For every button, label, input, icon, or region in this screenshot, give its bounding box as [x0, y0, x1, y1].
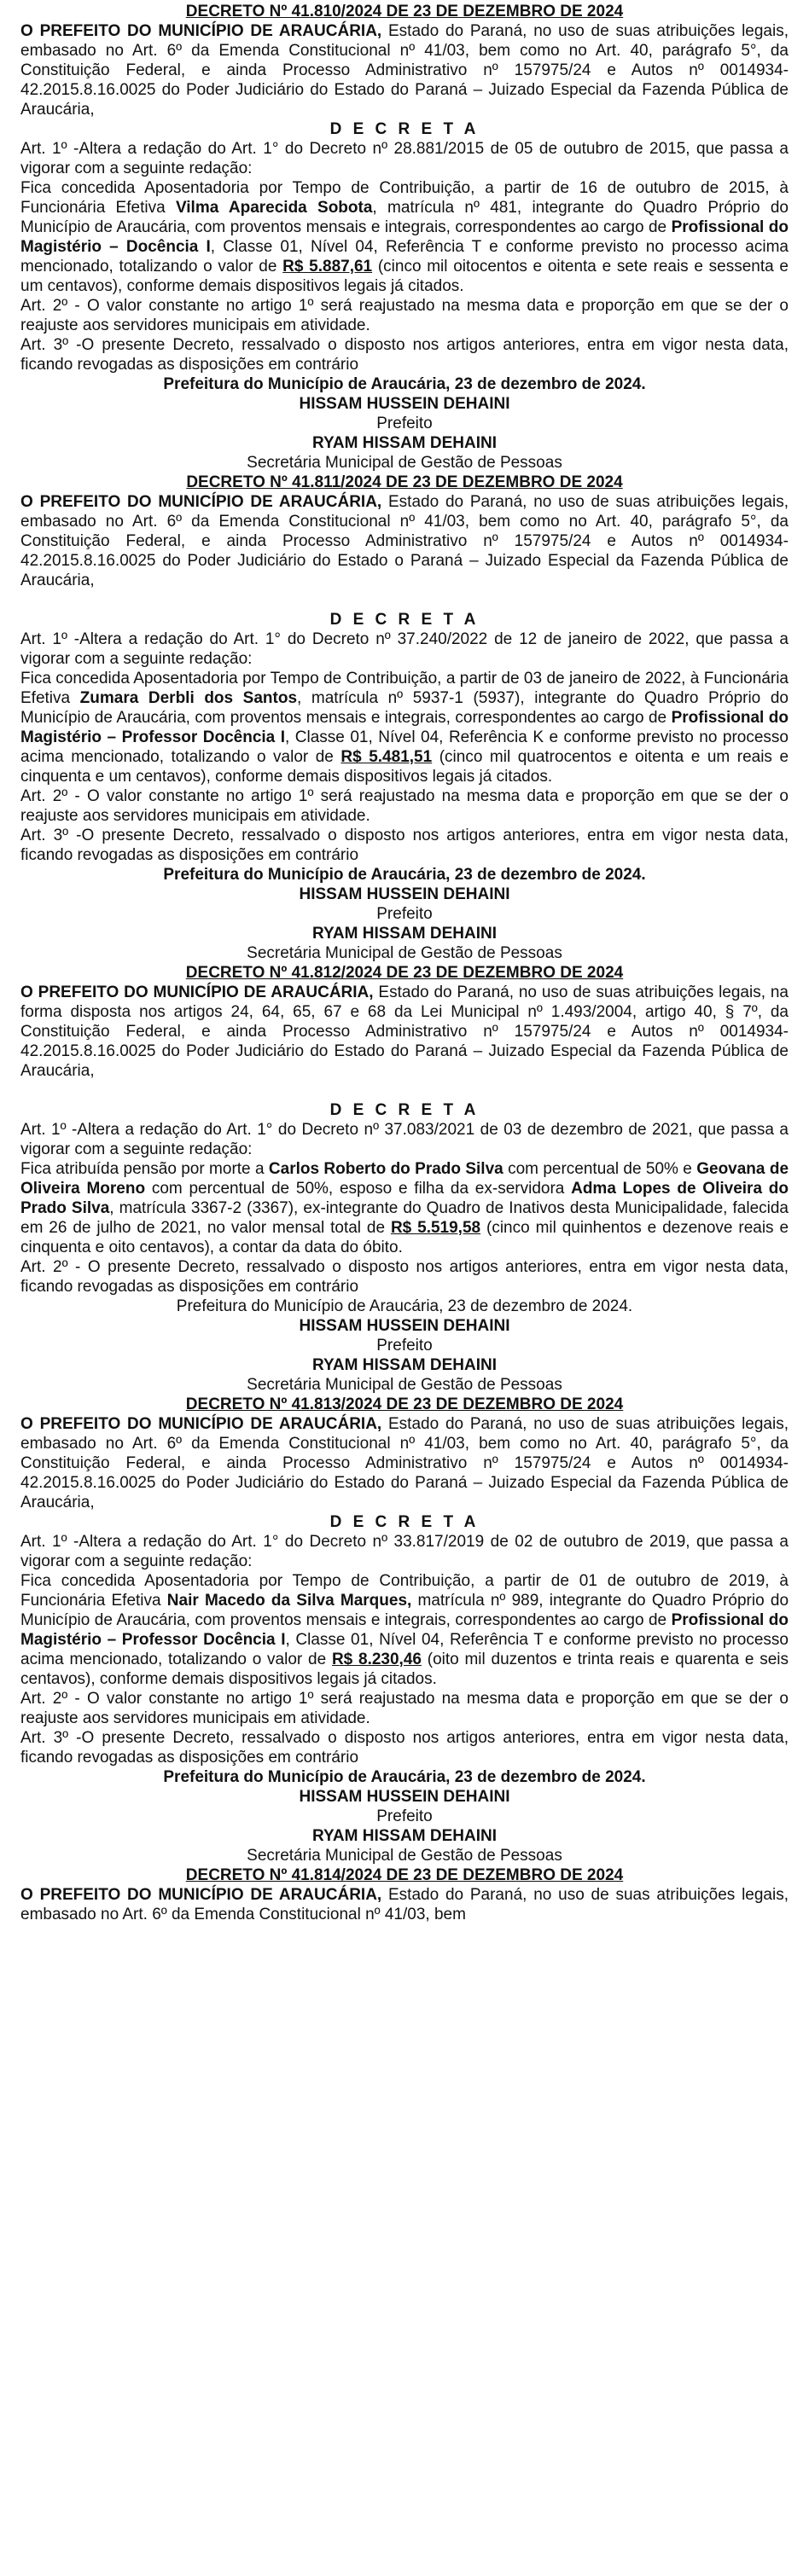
preamble-lead: O PREFEITO DO MUNICÍPIO DE ARAUCÁRIA,: [20, 493, 382, 511]
signer-mayor-name: HISSAM HUSSEIN DEHAINI: [299, 395, 510, 413]
body-text: , matrícula 3367-2 (3367), ex-integrante do Quadro de Inativos desta Municipalidade, falecida em 26 de julho de 2021, no valor mensal total de: [20, 1199, 789, 1237]
decree-title: DECRETO Nº 41.811/2024 DE 23 DE DEZEMBRO DE 2024: [186, 473, 623, 491]
article-1-intro: Art. 1º -Altera a redação do Art. 1° do Decreto nº 28.881/2015 de 05 de outubro de 2015, que passa a vigorar com a seguinte redação:: [20, 140, 789, 177]
signer-secretary-role: Secretária Municipal de Gestão de Pessoas: [247, 1376, 562, 1394]
article-2: Art. 2º - O valor constante no artigo 1º será reajustado na mesma data e proporção em que se der o reajuste aos servidores municipais em atividade.: [20, 1690, 789, 1727]
decree-preamble: [20, 1414, 789, 1512]
body-text: (cinco mil oitocentos e oitenta e sete reais e sessenta e um centavos), conforme demais dispositivos legais já citados.: [20, 258, 789, 295]
preamble-lead: O PREFEITO DO MUNICÍPIO DE ARAUCÁRIA,: [20, 983, 374, 1001]
preamble-text: Estado do Paraná, no uso de suas atribuições legais, embasado no Art. 6º da Emenda Constitucional nº 41/03, bem como no Art. 40, parágrafo 5°, da Constituição Federal, e ainda Processo Administrativo nº 157975/24 e Autos nº 0014934-42.2015.8.16.0025 do Poder Judiciário do Estado do Paraná – Juizado Especial da Fazenda Pública de Araucária,: [20, 1415, 789, 1511]
employee-position: Profissional do Magistério – Docência I: [20, 218, 789, 256]
signer-mayor-name: HISSAM HUSSEIN DEHAINI: [299, 1317, 510, 1335]
beneficiary-name: Carlos Roberto do Prado Silva: [268, 1160, 503, 1178]
decree-41814: [20, 1865, 789, 1924]
signer-mayor-role: Prefeito: [376, 1807, 433, 1825]
body-text: Fica atribuída pensão por morte a: [20, 1160, 269, 1178]
place-date: Prefeitura do Município de Araucária, 23 de dezembro de 2024.: [163, 1768, 646, 1786]
article-1-intro: Art. 1º -Altera a redação do Art. 1° do Decreto nº 37.240/2022 de 12 de janeiro de 2022, que passa a vigorar com a seguinte redação:: [20, 630, 789, 668]
article-3: Art. 3º -O presente Decreto, ressalvado o disposto nos artigos anteriores, entra em vigor nesta data, ficando revogadas as disposições em contrário: [20, 336, 789, 374]
signer-mayor-role: Prefeito: [376, 1337, 433, 1355]
signer-secretary-name: RYAM HISSAM DEHAINI: [311, 1356, 498, 1374]
body-text: , Classe 01, Nível 04, Referência K e conforme previsto no processo acima mencionado, totalizando o valor de: [20, 728, 789, 766]
article-3: Art. 3º -O presente Decreto, ressalvado o disposto nos artigos anteriores, entra em vigor nesta data, ficando revogadas as disposições em contrário: [20, 1729, 789, 1767]
signer-secretary-name: RYAM HISSAM DEHAINI: [311, 925, 498, 943]
decreta-heading: D E C R E T A: [329, 1513, 480, 1531]
benefit-value: R$ 5.887,61: [282, 258, 373, 276]
deceased-name: Adma Lopes de Oliveira do Prado Silva: [20, 1180, 789, 1217]
article-1-intro: Art. 1º -Altera a redação do Art. 1° do Decreto nº 33.817/2019 de 02 de outubro de 2019, que passa a vigorar com a seguinte redação:: [20, 1533, 789, 1570]
article-2: Art. 2º - O presente Decreto, ressalvado o disposto nos artigos anteriores, entra em vigor nesta data, ficando revogadas as disposições em contrário: [20, 1258, 789, 1296]
body-text: (cinco mil quinhentos e dezenove reais e cinquenta e oito centavos), a contar da data do óbito.: [20, 1219, 789, 1256]
preamble-text: Estado do Paraná, no uso de suas atribuições legais, embasado no Art. 6º da Emenda Constitucional nº 41/03, bem: [20, 1886, 789, 1923]
decree-41812: [20, 963, 789, 1395]
decreta-heading: D E C R E T A: [329, 1101, 480, 1119]
place-date: Prefeitura do Município de Araucária, 23 de dezembro de 2024.: [163, 866, 646, 884]
body-text: , Classe 01, Nível 04, Referência T e conforme previsto no processo acima mencionado, totalizando o valor de: [20, 1631, 789, 1668]
decree-41813: [20, 1395, 789, 1865]
body-text: com percentual de 50% e: [503, 1160, 697, 1178]
document-page: [20, 0, 789, 1924]
decree-preamble: [20, 492, 789, 590]
article-3: Art. 3º -O presente Decreto, ressalvado o disposto nos artigos anteriores, entra em vigor nesta data, ficando revogadas as disposições em contrário: [20, 827, 789, 864]
article-1-body: [20, 669, 789, 786]
employee-position: Profissional do Magistério – Professor Docência I: [20, 1611, 789, 1649]
benefit-value: R$ 8.230,46: [331, 1651, 422, 1668]
article-1-body: [20, 1571, 789, 1689]
article-2: Art. 2º - O valor constante no artigo 1º será reajustado na mesma data e proporção em que se der o reajuste aos servidores municipais em atividade.: [20, 787, 789, 825]
decree-preamble: [20, 983, 789, 1081]
place-date: Prefeitura do Município de Araucária, 23 de dezembro de 2024.: [176, 1297, 633, 1315]
body-text: , matrícula nº 5937-1 (5937), integrante do Quadro Próprio do Município de Araucária, com proventos mensais e integrais, correspondentes ao cargo de: [20, 689, 789, 727]
signer-mayor-role: Prefeito: [376, 905, 433, 923]
decree-41810: [20, 2, 789, 473]
article-1-intro: Art. 1º -Altera a redação do Art. 1° do Decreto nº 37.083/2021 de 03 de dezembro de 2021, que passa a vigorar com a seguinte redação:: [20, 1121, 789, 1158]
spacer: [20, 590, 789, 610]
decree-preamble: [20, 1885, 789, 1924]
place-date: Prefeitura do Município de Araucária, 23 de dezembro de 2024.: [163, 375, 646, 393]
spacer: [20, 1081, 789, 1100]
decree-title: DECRETO Nº 41.813/2024 DE 23 DE DEZEMBRO DE 2024: [185, 1395, 624, 1413]
preamble-lead: O PREFEITO DO MUNICÍPIO DE ARAUCÁRIA,: [20, 22, 382, 40]
preamble-text: Estado do Paraná, no uso de suas atribuições legais, na forma disposta nos artigos 24, 64, 65, 67 e 68 da Lei Municipal nº 1.493/2004, artigo 40, § 7º, da Constituição Federal, e ainda Processo Administrativo nº 157975/24 e Autos nº 0014934-42.2015.8.16.0025 do Poder Judiciário do Estado do Paraná – Juizado Especial da Fazenda Pública de Araucária,: [20, 983, 789, 1080]
signer-mayor-name: HISSAM HUSSEIN DEHAINI: [299, 885, 510, 903]
signer-secretary-name: RYAM HISSAM DEHAINI: [311, 1827, 498, 1845]
signer-secretary-role: Secretária Municipal de Gestão de Pessoas: [247, 454, 562, 472]
decree-41811: [20, 473, 789, 963]
body-text: (oito mil duzentos e trinta reais e quarenta e seis centavos), conforme demais dispositivos legais já citados.: [20, 1651, 789, 1688]
employee-name: Nair Macedo da Silva Marques,: [166, 1592, 412, 1610]
signer-secretary-role: Secretária Municipal de Gestão de Pessoas: [247, 1847, 562, 1865]
body-text: , matrícula nº 481, integrante do Quadro Próprio do Município de Araucária, com proventos mensais e integrais, correspondentes ao cargo de: [20, 199, 789, 236]
employee-position: Profissional do Magistério – Professor Docência I: [20, 709, 789, 746]
preamble-lead: O PREFEITO DO MUNICÍPIO DE ARAUCÁRIA,: [20, 1886, 382, 1904]
body-text: , Classe 01, Nível 04, Referência T e conforme previsto no processo acima mencionado, totalizando o valor de: [20, 238, 789, 276]
decree-title: DECRETO Nº 41.810/2024 DE 23 DE DEZEMBRO DE 2024: [185, 3, 624, 20]
decree-title: DECRETO Nº 41.812/2024 DE 23 DE DEZEMBRO DE 2024: [185, 964, 624, 982]
signer-mayor-name: HISSAM HUSSEIN DEHAINI: [299, 1788, 510, 1806]
benefit-value: R$ 5.519,58: [390, 1219, 481, 1237]
signer-secretary-name: RYAM HISSAM DEHAINI: [311, 434, 498, 452]
article-1-body: [20, 178, 789, 296]
body-text: Fica concedida Aposentadoria por Tempo de Contribuição, a partir de 01 de outubro de 2019, à Funcionária Efetiva: [20, 1572, 789, 1610]
body-text: Fica concedida Aposentadoria por Tempo de Contribuição, a partir de 16 de outubro de 2015, à Funcionária Efetiva: [20, 179, 789, 217]
preamble-lead: O PREFEITO DO MUNICÍPIO DE ARAUCÁRIA,: [20, 1415, 382, 1433]
preamble-text: Estado do Paraná, no uso de suas atribuições legais, embasado no Art. 6º da Emenda Constitucional nº 41/03, bem como no Art. 40, parágrafo 5°, da Constituição Federal, e ainda Processo Administrativo nº 157975/24 e Autos nº 0014934-42.2015.8.16.0025 do Poder Judiciário do Estado o Paraná – Juizado Especial da Fazenda Pública de Araucária,: [20, 493, 789, 589]
preamble-text: Estado do Paraná, no uso de suas atribuições legais, embasado no Art. 6º da Emenda Constitucional nº 41/03, bem como no Art. 40, parágrafo 5°, da Constituição Federal, e ainda Processo Administrativo nº 157975/24 e Autos nº 0014934-42.2015.8.16.0025 do Poder Judiciário do Estado do Paraná – Juizado Especial da Fazenda Pública de Araucária,: [20, 22, 789, 119]
employee-name: Zumara Derbli dos Santos: [79, 689, 298, 707]
body-text: Fica concedida Aposentadoria por Tempo de Contribuição, a partir de 03 de janeiro de 2022, à Funcionária Efetiva: [20, 670, 789, 707]
signer-secretary-role: Secretária Municipal de Gestão de Pessoas: [247, 944, 562, 962]
body-text: com percentual de 50%, esposo e filha da ex-servidora: [145, 1180, 572, 1198]
benefit-value: R$ 5.481,51: [340, 748, 433, 766]
decree-preamble: [20, 21, 789, 119]
decreta-heading: D E C R E T A: [329, 611, 480, 629]
beneficiary-name: Geovana de Oliveira Moreno: [20, 1160, 789, 1198]
body-text: matrícula nº 989, integrante do Quadro Próprio do Município de Araucária, com proventos mensais e integrais, correspondentes ao cargo de: [20, 1592, 789, 1629]
article-2: Art. 2º - O valor constante no artigo 1º será reajustado na mesma data e proporção em que se der o reajuste aos servidores municipais em atividade.: [20, 297, 789, 334]
employee-name: Vilma Aparecida Sobota: [175, 199, 373, 217]
decreta-heading: D E C R E T A: [329, 120, 480, 138]
body-text: (cinco mil quatrocentos e oitenta e um reais e cinquenta e um centavos), conforme demais dispositivos legais já citados.: [20, 748, 789, 786]
article-1-body: [20, 1159, 789, 1257]
signer-mayor-role: Prefeito: [376, 415, 433, 432]
decree-title: DECRETO Nº 41.814/2024 DE 23 DE DEZEMBRO DE 2024: [185, 1866, 624, 1884]
